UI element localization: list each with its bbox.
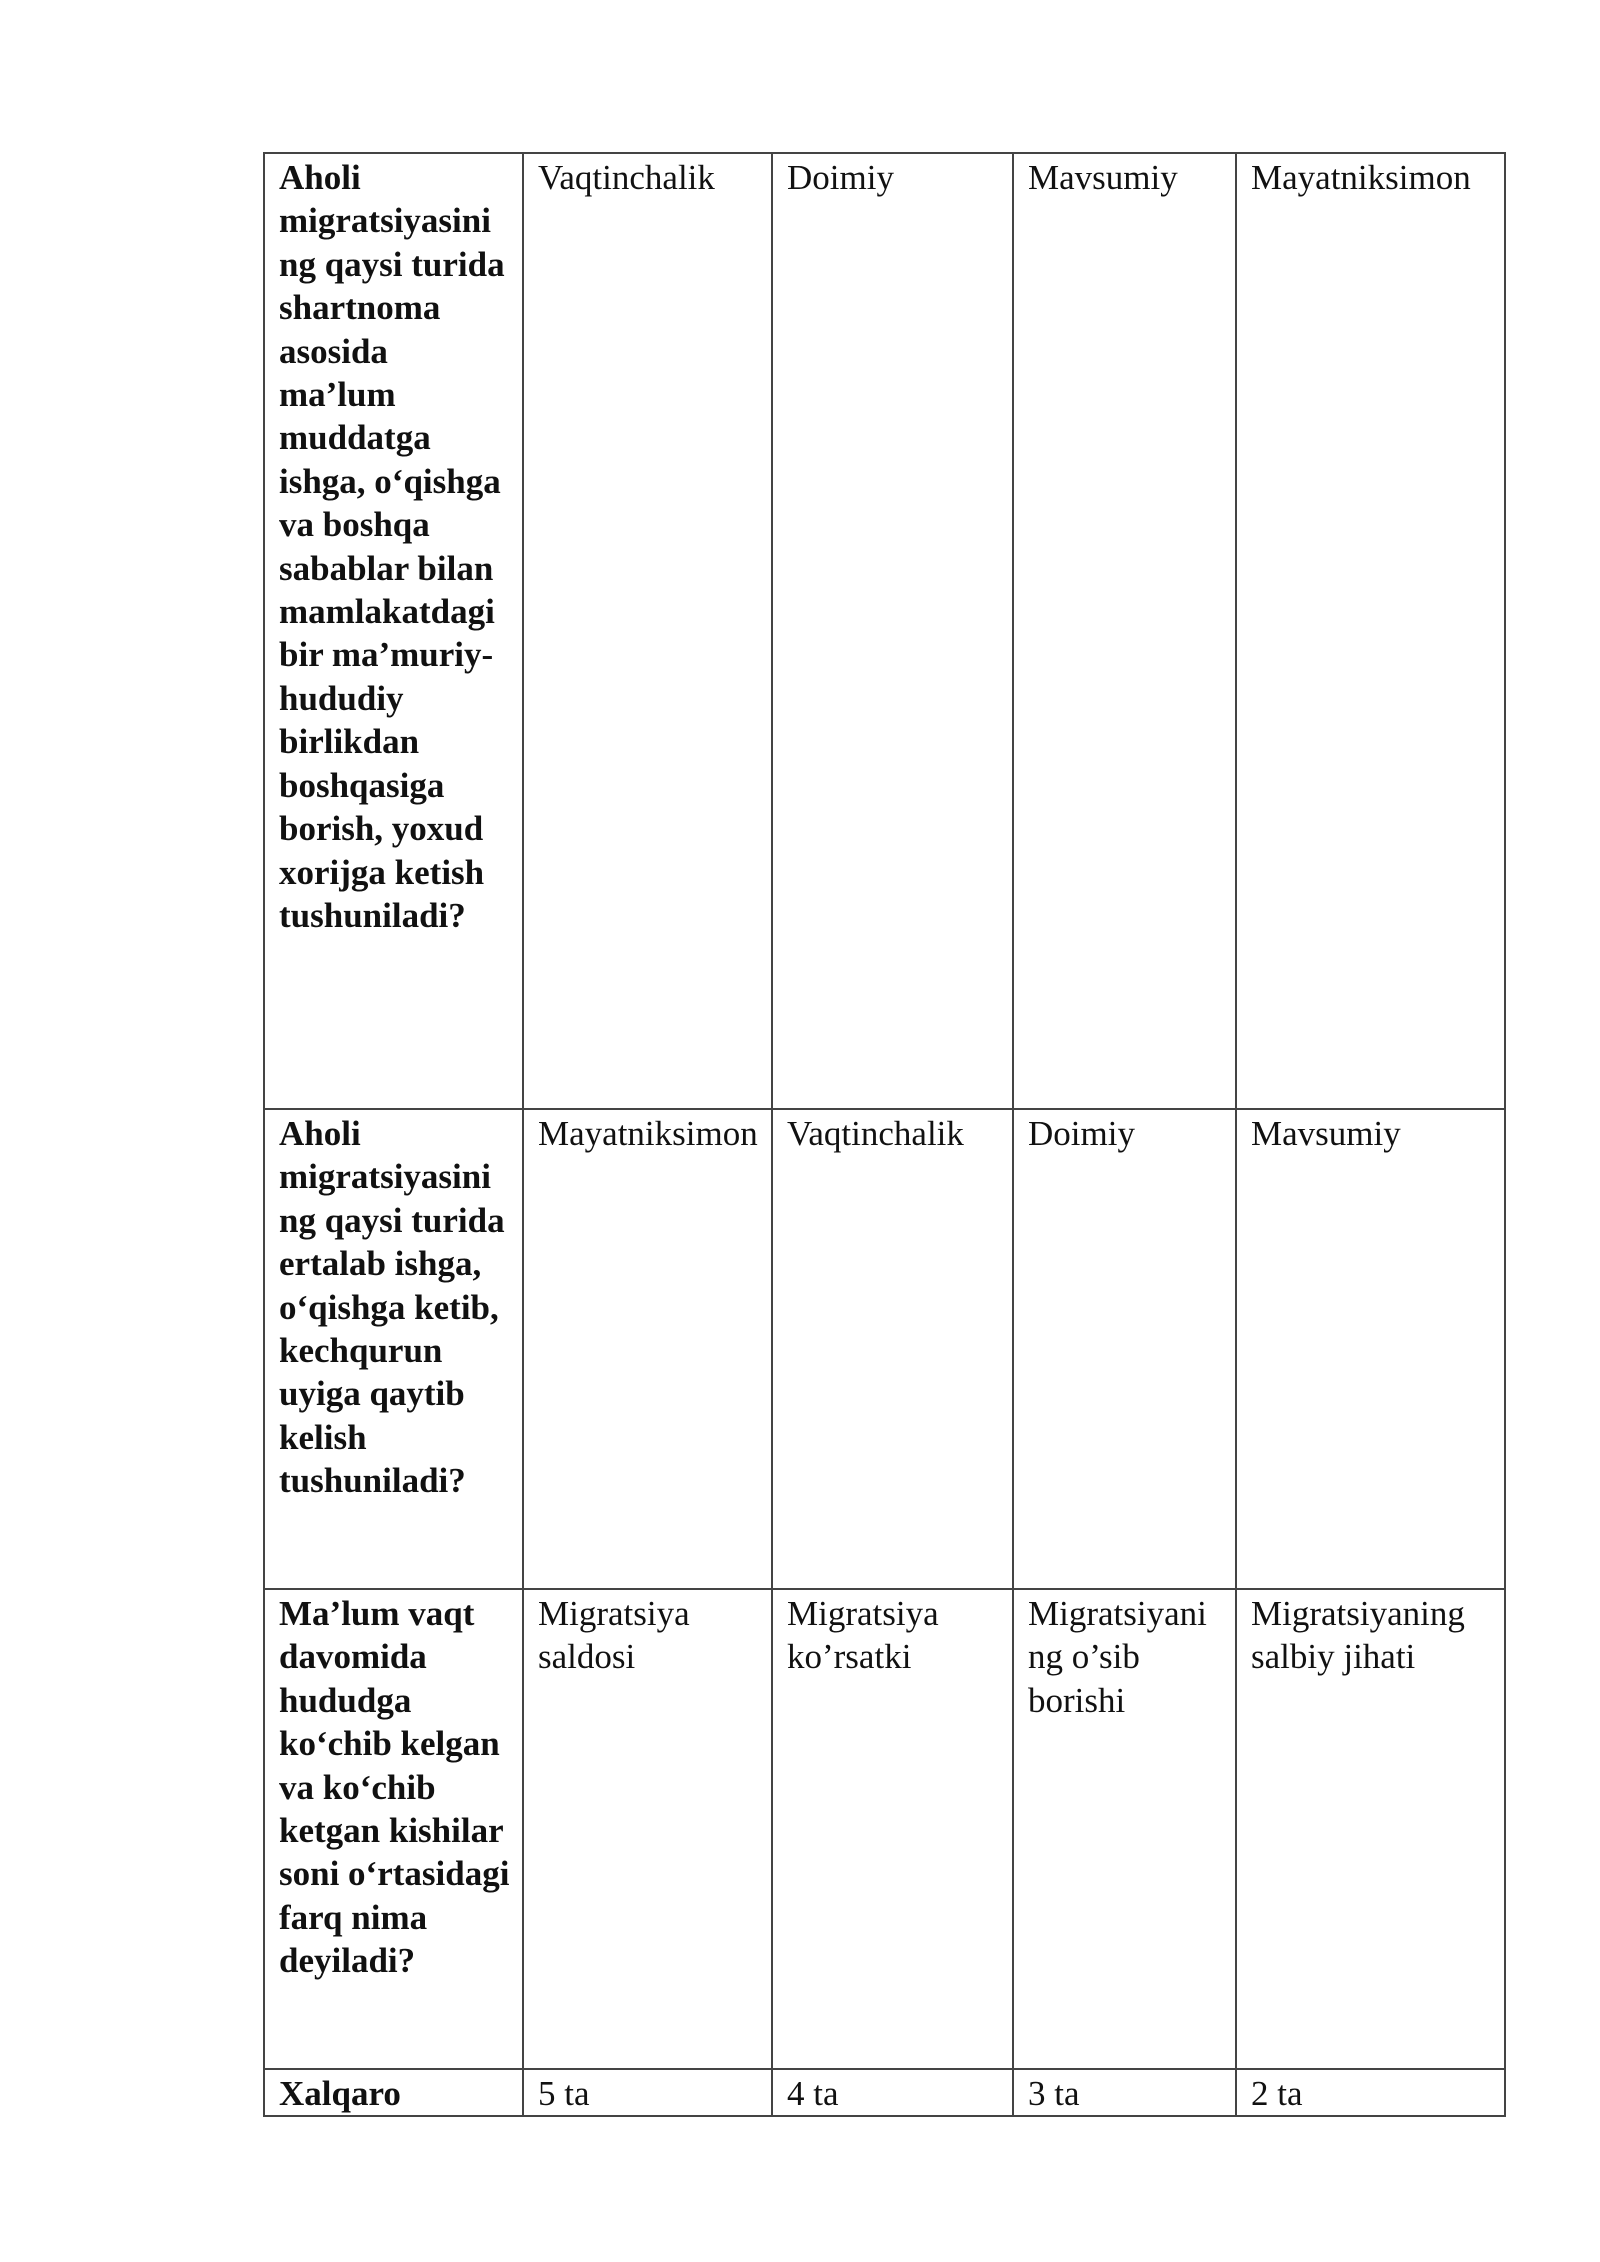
table-row — [264, 1109, 1505, 1589]
option-cell: Migratsiya ko’rsatki — [772, 1589, 1013, 2069]
question-cell: Ma’lum vaqt davomida hududga ko‘chib kelgan va ko‘chib ketgan kishilar soni o‘rtasidagi farq nima deyiladi? — [264, 1589, 523, 2069]
option-cell: 3 ta — [1013, 2069, 1236, 2116]
table-row — [264, 2069, 1505, 2116]
option-cell: Doimiy — [1013, 1109, 1236, 1589]
option-cell: 5 ta — [523, 2069, 772, 2116]
option-cell: Mayatniksimon — [1236, 153, 1505, 1109]
option-cell: 4 ta — [772, 2069, 1013, 2116]
option-cell: Migratsiya saldosi — [523, 1589, 772, 2069]
quiz-table — [263, 152, 1506, 2117]
option-cell: Migratsiyaning salbiy jihati — [1236, 1589, 1505, 2069]
question-cell: Aholi migratsiyasining qaysi turida shartnoma asosida ma’lum muddatga ishga, o‘qishga va boshqa sabablar bilan mamlakatdagi bir ma’muriy-hududiy birlikdan boshqasiga borish, yoxud xorijga ketish tushuniladi? — [264, 153, 523, 1109]
option-cell: Mavsumiy — [1013, 153, 1236, 1109]
option-cell: Vaqtinchalik — [523, 153, 772, 1109]
option-cell: Migratsiyaning o’sib borishi — [1013, 1589, 1236, 2069]
question-cell: Xalqaro — [264, 2069, 523, 2116]
table-row — [264, 153, 1505, 1109]
option-cell: Doimiy — [772, 153, 1013, 1109]
question-cell: Aholi migratsiyasining qaysi turida ertalab ishga, o‘qishga ketib, kechqurun uyiga qaytib kelish tushuniladi? — [264, 1109, 523, 1589]
option-cell: Mavsumiy — [1236, 1109, 1505, 1589]
option-cell: Vaqtinchalik — [772, 1109, 1013, 1589]
option-cell: Mayatniksimon — [523, 1109, 772, 1589]
table-row — [264, 1589, 1505, 2069]
option-cell: 2 ta — [1236, 2069, 1505, 2116]
